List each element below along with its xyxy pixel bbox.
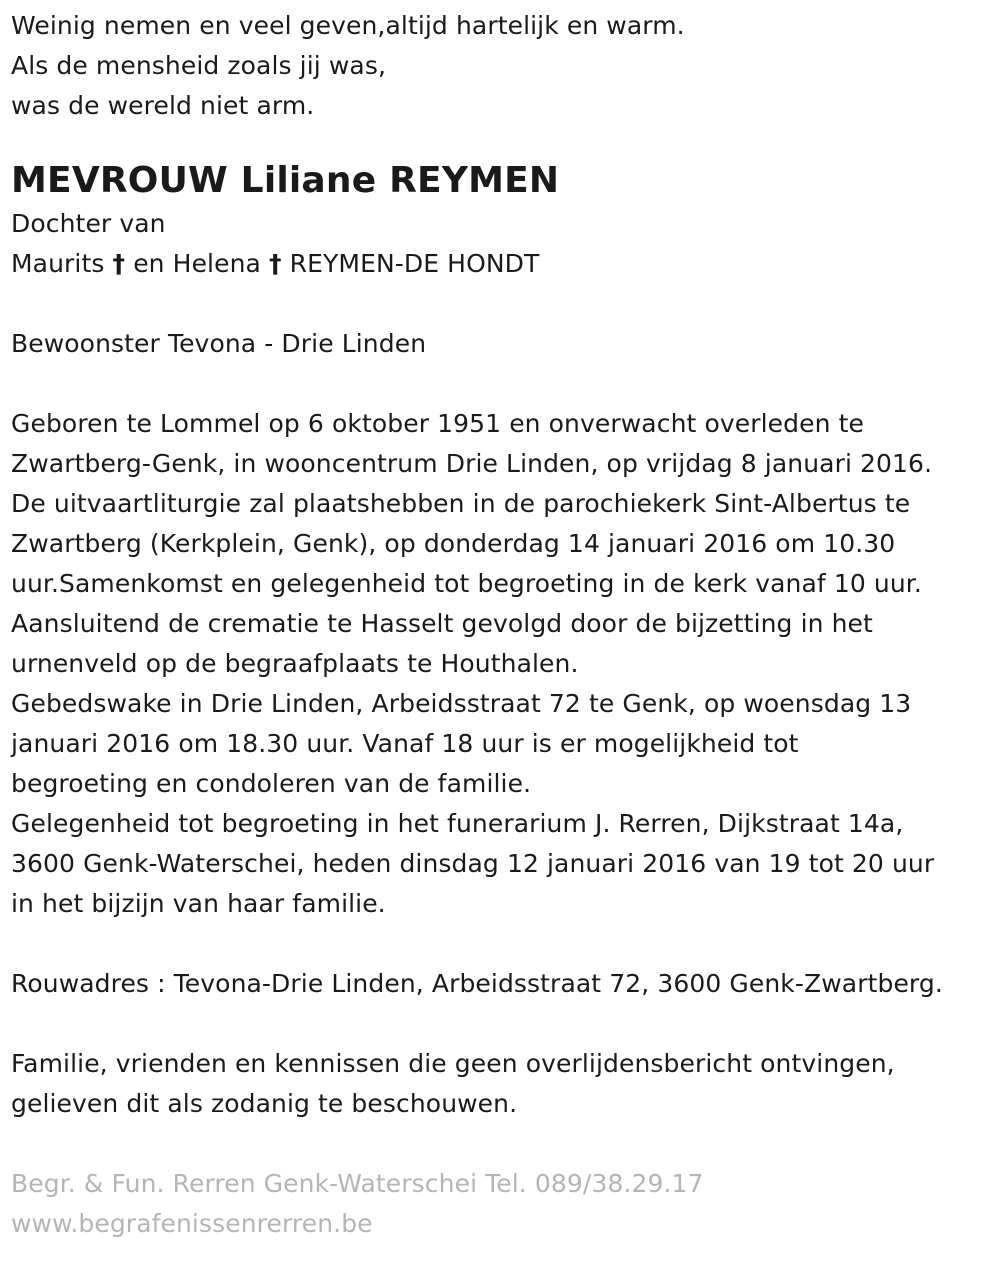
closing-line: Familie, vrienden en kennissen die geen overlijdensbericht ontvingen, — [11, 1049, 895, 1078]
residence: Bewoonster Tevona - Drie Linden — [11, 329, 427, 358]
cross-icon: † — [112, 249, 126, 278]
body-line: urnenveld op de begraafplaats te Houthalen. — [11, 649, 579, 678]
body-line: Aansluitend de crematie te Hasselt gevolgd door de bijzetting in het — [11, 609, 873, 638]
parents-surname: REYMEN-DE HONDT — [289, 249, 540, 278]
body-line: uur.Samenkomst en gelegenheid tot begroeting in de kerk vanaf 10 uur. — [11, 569, 922, 598]
parents-line — [11, 244, 996, 284]
body-line: Zwartberg-Genk, in wooncentrum Drie Linden, op vrijdag 8 januari 2016. — [11, 449, 933, 478]
notice-body — [11, 404, 996, 924]
body-line: 3600 Genk-Waterschei, heden dinsdag 12 januari 2016 van 19 tot 20 uur — [11, 849, 935, 878]
body-line: De uitvaartliturgie zal plaatshebben in de parochiekerk Sint-Albertus te — [11, 489, 911, 518]
memorial-poem — [11, 6, 996, 126]
cross-icon: † — [269, 249, 282, 278]
deceased-name: MEVROUW Liliane REYMEN — [11, 160, 560, 201]
death-notice — [11, 6, 996, 1244]
mourning-address: Rouwadres : Tevona-Drie Linden, Arbeidsstraat 72, 3600 Genk-Zwartberg. — [11, 969, 943, 998]
poem-line: Weinig nemen en veel geven,altijd hartelijk en warm. — [11, 11, 685, 40]
funeral-home-footer — [11, 1164, 996, 1244]
body-line: in het bijzijn van haar familie. — [11, 889, 386, 918]
body-line: Geboren te Lommel op 6 oktober 1951 en onverwacht overleden te — [11, 409, 864, 438]
poem-line: Als de mensheid zoals jij was, — [11, 51, 386, 80]
body-line: Gebedswake in Drie Linden, Arbeidsstraat 72 te Genk, op woensdag 13 — [11, 689, 912, 718]
father-name: Maurits — [11, 249, 105, 278]
body-line: Zwartberg (Kerkplein, Genk), op donderdag 14 januari 2016 om 10.30 — [11, 529, 896, 558]
body-line: Gelegenheid tot begroeting in het funerarium J. Rerren, Dijkstraat 14a, — [11, 809, 904, 838]
funeral-home-contact: Begr. & Fun. Rerren Genk-Waterschei Tel. 089/38.29.17 — [11, 1169, 704, 1198]
relation-label: Dochter van — [11, 209, 166, 238]
body-line: januari 2016 om 18.30 uur. Vanaf 18 uur is er mogelijkheid tot — [11, 729, 799, 758]
body-line: begroeting en condoleren van de familie. — [11, 769, 532, 798]
funeral-home-website[interactable]: www.begrafenissenrerren.be — [11, 1209, 373, 1238]
mother-name: en Helena — [133, 249, 261, 278]
closing-line: gelieven dit als zodanig te beschouwen. — [11, 1089, 518, 1118]
parents-block — [11, 204, 996, 284]
poem-line: was de wereld niet arm. — [11, 91, 315, 120]
closing-note — [11, 1044, 996, 1124]
